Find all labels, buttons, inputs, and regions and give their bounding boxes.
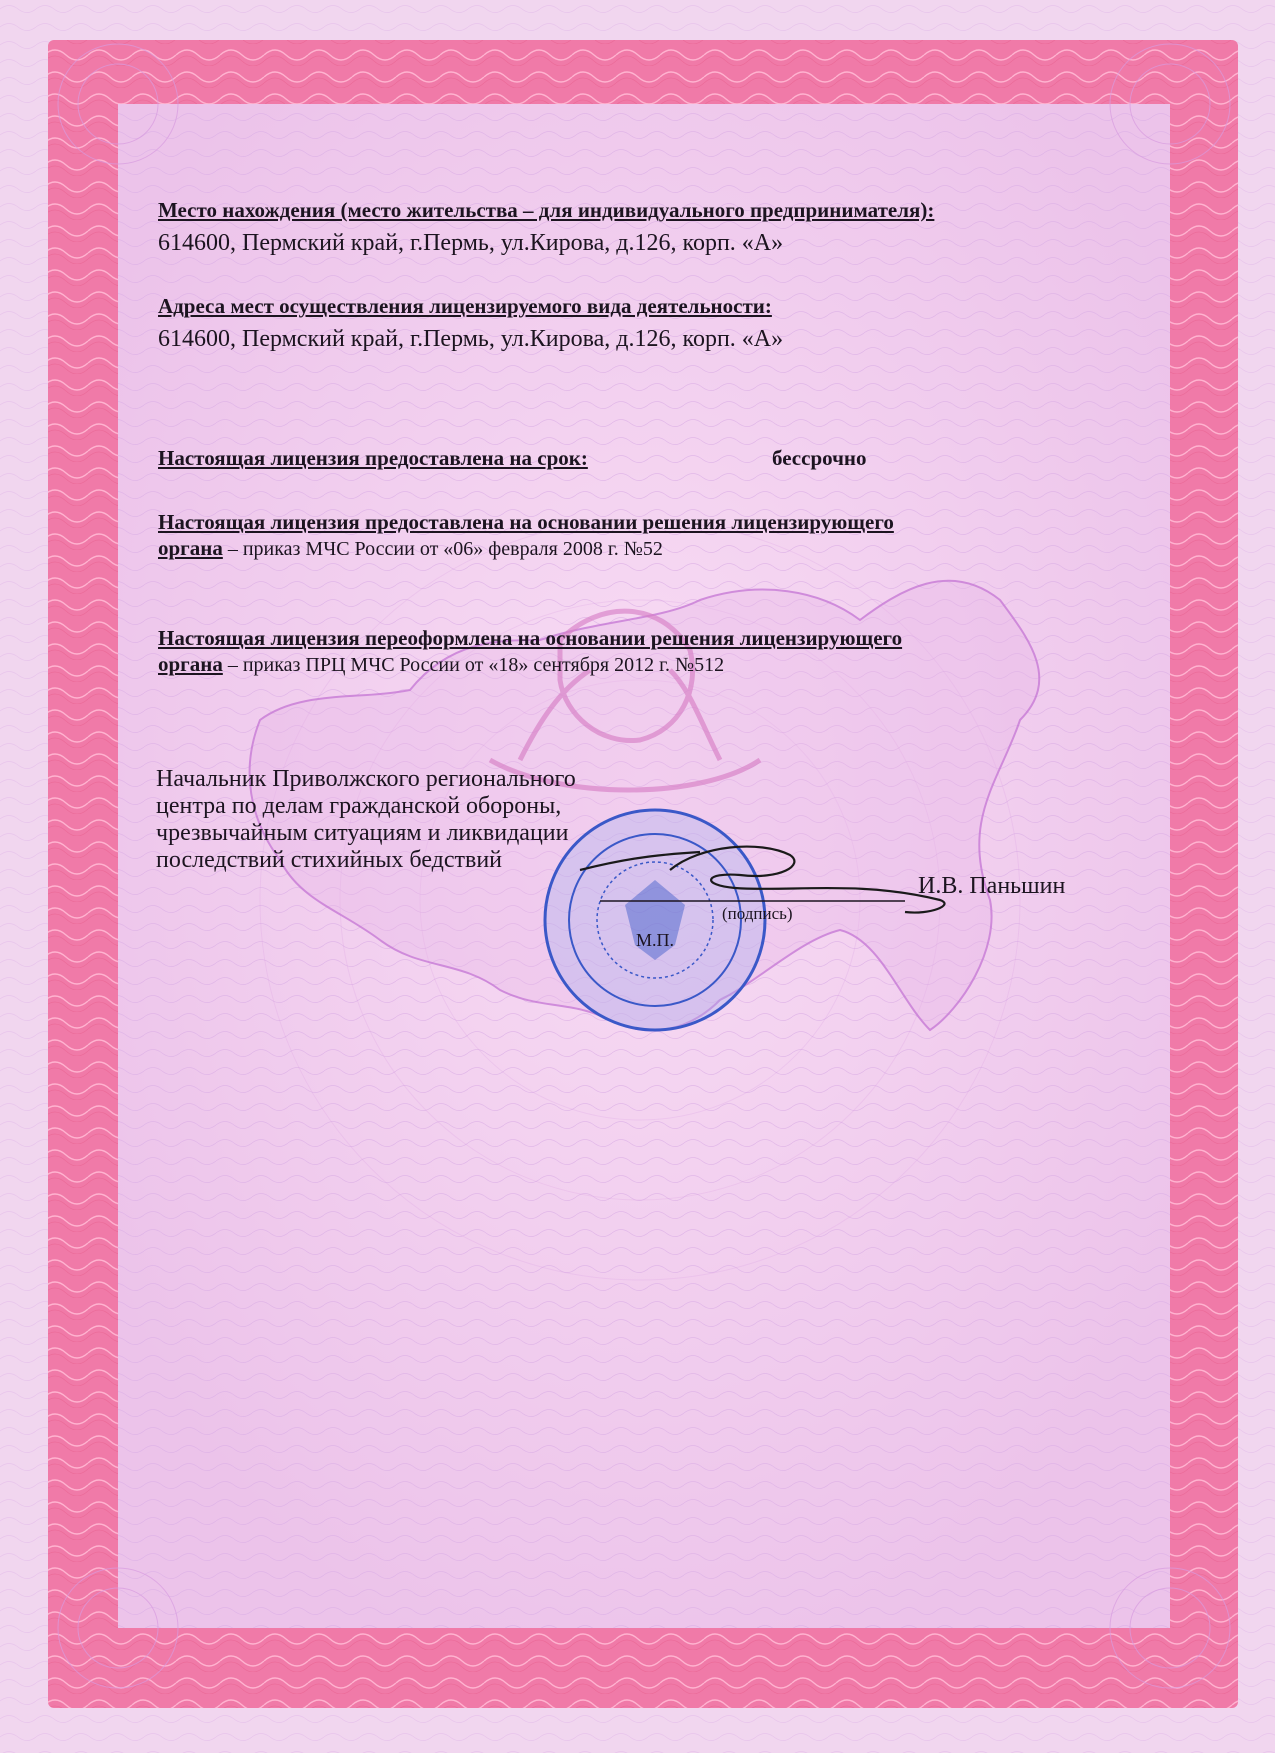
term-label: Настоящая лицензия предоставлена на срок: xyxy=(158,446,588,470)
reissued-basis-line2 xyxy=(158,652,724,677)
location-address: 614600, Пермский край, г.Пермь, ул.Кирова, д.126, корп. «А» xyxy=(158,230,784,256)
term-value: бессрочно xyxy=(772,446,867,470)
reissued-basis-organ-label: органа xyxy=(158,652,223,676)
reissued-basis-line1: Настоящая лицензия переоформлена на основании решения лицензирующего xyxy=(158,626,903,650)
seal-place: М.П. xyxy=(636,930,675,950)
granted-basis-line1: Настоящая лицензия предоставлена на основании решения лицензирующего xyxy=(158,510,894,534)
activity-addresses-value: 614600, Пермский край, г.Пермь, ул.Кирова, д.126, корп. «А» xyxy=(158,326,784,352)
location-label: Место нахождения (место жительства – для индивидуального предпринимателя): xyxy=(158,198,935,222)
signature-caption: (подпись) xyxy=(722,904,793,923)
signatory-title-line3: чрезвычайным ситуациям и ликвидации xyxy=(156,820,569,846)
granted-basis-order: – приказ МЧС России от «06» февраля 2008 г. №52 xyxy=(222,538,663,560)
granted-basis-line2 xyxy=(158,536,663,561)
reissued-basis-order: – приказ ПРЦ МЧС России от «18» сентября 2012 г. №512 xyxy=(222,654,725,676)
signatory-title-line2: центра по делам гражданской обороны, xyxy=(156,793,562,819)
granted-basis-organ-label: органа xyxy=(158,536,223,560)
signatory-name: И.В. Паньшин xyxy=(918,873,1066,899)
signatory-title-line4: последствий стихийных бедствий xyxy=(156,847,503,873)
activity-addresses-label: Адреса мест осуществления лицензируемого вида деятельности: xyxy=(158,294,772,318)
signatory-title-line1: Начальник Приволжского регионального xyxy=(156,766,576,792)
